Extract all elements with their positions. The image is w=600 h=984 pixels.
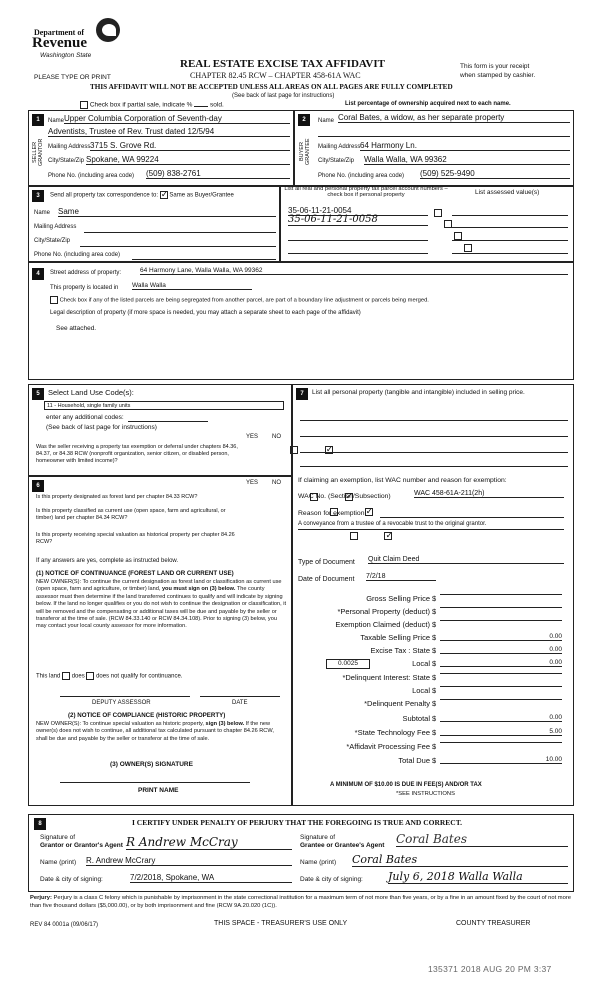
parcel-number-1: 35-06-11-21-0054 <box>288 206 428 216</box>
same-as-buyer-checkbox[interactable] <box>160 191 168 199</box>
section-7-number: 7 <box>296 388 308 400</box>
land-use-label: Select Land Use Code(s): <box>48 388 134 397</box>
owner-sig-line <box>60 782 250 783</box>
gross-value <box>440 594 562 595</box>
taxable-label: Taxable Selling Price <box>360 633 430 642</box>
section-6 <box>28 476 292 806</box>
dollar-sign: $ <box>432 728 437 737</box>
del-penalty-label: *Delinquent Penalty <box>364 699 430 708</box>
segregated-checkbox[interactable] <box>50 296 58 304</box>
notice2-text-a: NEW OWNER(S): To continue special valuation as historic property, <box>36 721 204 727</box>
parcel-line-3 <box>288 240 428 241</box>
receipt-note1: This form is your receipt <box>460 63 530 70</box>
corr-city-label: City/State/Zip <box>34 238 71 244</box>
personal-row <box>300 607 590 618</box>
deputy-assessor-label: DEPUTY ASSESSOR <box>92 700 151 706</box>
doc-date-label: Date of Document <box>298 576 355 583</box>
no-header-5: NO <box>272 434 281 440</box>
doc-date-value: 7/2/18 <box>366 573 436 581</box>
assessed-line-3 <box>452 240 568 241</box>
affidavit-fee-row <box>300 742 590 753</box>
segregated-label: Check box if any of the listed parcels are being segregated from another parcel, are part of a boundary line adjustment or parcels being merged. <box>59 297 429 304</box>
seller-phone-label: Phone No. (including area code) <box>48 173 135 179</box>
section-4-number: 4 <box>32 268 44 280</box>
grantee-date-label: Date & city of signing: <box>300 876 363 883</box>
grantee-name: Coral Bates <box>352 853 568 867</box>
gross-label: Gross Selling Price <box>366 594 430 603</box>
tech-fee-row <box>300 728 590 739</box>
additional-codes-line <box>128 421 208 422</box>
located-label: This property is located in <box>50 285 119 291</box>
seller-mailing: 3715 S. Grove Rd. <box>90 141 290 151</box>
wac-value: WAC 458-61A-211(2h) <box>414 490 564 498</box>
street-label: Street address of property: <box>50 270 122 276</box>
grantee-date: July 6, 2018 Walla Walla <box>388 870 568 884</box>
agency-line3: Washington State <box>40 52 92 59</box>
see-back: (See back of last page for instructions) <box>232 93 335 99</box>
does-checkbox[interactable] <box>62 672 70 680</box>
agency-line2: Revenue <box>32 35 87 51</box>
form-chapter: CHAPTER 82.45 RCW – CHAPTER 458-61A WAC <box>190 71 361 80</box>
certify-statement: I CERTIFY UNDER PENALTY OF PERJURY THAT THE FOREGOING IS TRUE AND CORRECT. <box>132 818 463 827</box>
section-6-number: 6 <box>32 480 44 492</box>
reason-value: A conveyance from a trustee of a revocable trust to the original grantor. <box>298 521 487 527</box>
affidavit-fee-value <box>440 742 562 743</box>
legal-value: See attached. <box>56 325 97 332</box>
minimum-note: A MINIMUM OF $10.00 IS DUE IN FEE(S) AND/OR TAX <box>330 782 482 788</box>
buyer-city-label: City/State/Zip <box>318 158 355 164</box>
taxable-row <box>300 633 590 644</box>
no-header-6: NO <box>272 480 281 486</box>
notice1-bold: you must sign on (3) below. <box>161 586 236 593</box>
section-1-number: 1 <box>32 114 44 126</box>
dollar-sign: $ <box>432 594 437 603</box>
grantor-signature: R Andrew McCray <box>126 835 292 850</box>
print-name-label: PRINT NAME <box>138 787 179 794</box>
see-instructions: *SEE INSTRUCTIONS <box>396 791 455 797</box>
subtotal-row <box>300 714 590 725</box>
grantor-name: R. Andrew McCrary <box>86 856 292 866</box>
reason-line <box>380 517 564 518</box>
del-int-local-row <box>300 686 590 697</box>
seller-mailing-label: Mailing Address <box>48 144 91 150</box>
reason-label: Reason for exemption <box>298 510 365 517</box>
correspondence-text: Send all property tax correspondence to: <box>50 192 159 199</box>
local-row <box>300 659 590 670</box>
notice2-text-b: If the new owner(s) does not wish to continue, all additional tax calculated pursuant to chapter 84.26 RCW, shall be due and payable by the seller or transferor at the time of sale. <box>36 721 274 742</box>
exemption-label: Exemption Claimed (deduct) <box>335 620 430 629</box>
seller-city: Spokane, WA 99224 <box>86 155 290 165</box>
county-treasurer: COUNTY TREASURER <box>456 920 531 927</box>
grantor-name-label: Name (print) <box>40 859 77 866</box>
seller-side-label: SELLER GRANTOR <box>32 138 44 166</box>
please-type: PLEASE TYPE OR PRINT <box>34 74 111 81</box>
total-label: Total Due <box>398 756 430 765</box>
receipt-note2: when stamped by cashier. <box>460 72 536 79</box>
corr-name: Same <box>58 207 276 217</box>
buyer-name-label: Name <box>318 118 335 124</box>
tech-fee-label: *State Technology Fee <box>354 728 430 737</box>
notice1-title: (1) NOTICE OF CONTINUANCE (FOREST LAND OR CURRENT USE) <box>36 570 234 577</box>
buyer-phone-label: Phone No. (including area code) <box>318 173 405 179</box>
yes-header-6: YES <box>246 480 259 486</box>
does-label: does <box>71 673 85 680</box>
seller-phone: (509) 838-2761 <box>146 169 290 179</box>
corr-mailing-label: Mailing Address <box>34 224 77 230</box>
exemption-value <box>440 620 562 621</box>
del-penalty-row <box>300 699 590 710</box>
parcel-number-2: 35-06-11-21-0058 <box>288 214 428 226</box>
buyer-name-line2 <box>318 136 570 137</box>
segregated-row <box>50 296 429 304</box>
rev-number: REV 84 0001a (09/06/17) <box>30 922 99 928</box>
del-int-state-label: *Delinquent Interest: State <box>342 673 430 682</box>
section-2-number: 2 <box>298 114 310 126</box>
dollar-sign: $ <box>432 633 437 642</box>
buyer-side-label: BUYER GRANTEE <box>299 138 311 166</box>
local-value: 0.00 <box>440 659 562 667</box>
seller-name-label: Name <box>48 118 65 124</box>
parcel-pp-checkbox-4[interactable] <box>464 244 472 252</box>
received-stamp: 135371 2018 AUG 20 PM 3:37 <box>428 964 552 974</box>
local-rate-box: 0.0025 <box>326 659 370 669</box>
parcels-header: List all real and personal property tax parcel account numbers – check box if personal property <box>284 186 448 198</box>
personal-property-line2 <box>300 436 568 437</box>
buyer-name: Coral Bates, a widow, as her separate property <box>338 113 570 123</box>
land-use-code[interactable]: 11 - Household, single family units <box>44 401 284 410</box>
historic-question: Is this property receiving special valuation as historical property per chapter 84.26 RCW? <box>36 532 235 545</box>
this-land-label: This land <box>36 673 61 680</box>
form-warning: THIS AFFIDAVIT WILL NOT BE ACCEPTED UNLESS ALL AREAS ON ALL PAGES ARE FULLY COMPLETED <box>90 83 453 91</box>
personal-property-line1 <box>300 420 568 421</box>
logo-mark-inner <box>102 24 116 36</box>
buyer-mailing-label: Mailing Address <box>318 144 361 150</box>
date-label: DATE <box>232 700 248 706</box>
does-not-label: does not qualify for continuance. <box>96 673 183 680</box>
personal-property-line3 <box>300 452 568 453</box>
owner-signature-label: (3) OWNER(S) SIGNATURE <box>110 761 193 768</box>
buyer-mailing: 64 Harmony Ln. <box>360 141 570 151</box>
list-percentage: List percentage of ownership acquired next to each name. <box>345 101 511 107</box>
section-4-property <box>28 262 574 380</box>
grantor-date: 7/2/2018, Spokane, WA <box>130 873 292 883</box>
grantee-name-label: Name (print) <box>300 859 337 866</box>
perjury-text: Perjury is a class C felony which is punishable by imprisonment in the state correctional institution for a maximum term of not more than five years, or by a fine in an amount fixed by the court of not more than five thousand dollars ($5,000.00), or by both imprisonment and fine (RCW 9A.20.020 (1C)). <box>30 895 571 909</box>
dollar-sign: $ <box>432 607 437 616</box>
personal-property-label: List all personal property (tangible and intangible) included in selling price. <box>312 389 525 396</box>
parcel-line-4 <box>288 253 428 254</box>
dollar-sign: $ <box>432 620 437 629</box>
doc-type-value: Quit Claim Deed <box>368 556 564 564</box>
treasurer-use-only: THIS SPACE - TREASURER'S USE ONLY <box>214 920 348 927</box>
corr-phone-line <box>132 259 276 260</box>
tech-fee-value: 5.00 <box>440 728 562 736</box>
buyer-city: Walla Walla, WA 99362 <box>364 155 570 165</box>
grantee-sig-label1: Signature of <box>300 834 336 841</box>
dollar-sign: $ <box>432 686 437 695</box>
exemption-claim-label: If claiming an exemption, list WAC number and reason for exemption: <box>298 477 507 484</box>
section-5-number: 5 <box>32 388 44 400</box>
affidavit-fee-label: *Affidavit Processing Fee <box>346 742 430 751</box>
del-int-state-value <box>440 673 562 674</box>
del-int-local-value <box>440 686 562 687</box>
grantee-sig-label2: Grantee or Grantee's Agent <box>300 842 385 849</box>
seller-name-line2: Adventists, Trustee of Rev. Trust dated 12/5/94 <box>48 127 290 137</box>
state-value: 0.00 <box>440 646 562 654</box>
same-as-buyer-label: Same as Buyer/Grantee <box>169 192 234 199</box>
assessor-date-line <box>200 696 280 697</box>
del-int-state-row <box>300 673 590 684</box>
section-3-number: 3 <box>32 190 44 202</box>
additional-codes-label: enter any additional codes: <box>46 414 124 421</box>
doc-type-label: Type of Document <box>298 559 355 566</box>
del-int-local-label: Local <box>412 686 430 695</box>
dollar-sign: $ <box>432 756 437 765</box>
notice2-body <box>36 721 276 743</box>
partial-sale-row <box>80 101 224 109</box>
notice2-bold: sign (3) below. <box>205 721 245 727</box>
corr-name-label: Name <box>34 210 51 216</box>
legal-label: Legal description of property (if more space is needed, you may attach a separate sheet to each page of the affidavit) <box>50 310 361 316</box>
partial-sale-checkbox[interactable] <box>80 101 88 109</box>
corr-city-line <box>80 246 276 247</box>
exemption-question: Was the seller receiving a property tax exemption or deferral under chapters 84.36, 84.37, or 84.38 RCW (nonprofit organization, senior citizen, or disabled person, homeowner with limited income)? <box>36 444 238 464</box>
parcel-pp-checkbox-1[interactable] <box>434 209 442 217</box>
grantor-sig-label2: Grantor or Grantor's Agent <box>40 842 123 849</box>
assessed-line-1 <box>452 215 568 216</box>
parcel-pp-checkbox-2[interactable] <box>444 220 452 228</box>
does-not-checkbox[interactable] <box>86 672 94 680</box>
correspondence-label <box>50 191 234 199</box>
grantor-sig-label1: Signature of <box>40 834 76 841</box>
assessed-line-2 <box>452 227 568 228</box>
dollar-sign: $ <box>432 646 437 655</box>
yes-header-5: YES <box>246 434 259 440</box>
notice1-text-b: The county assessor must then determine if the land transferred continues to qualify and will indicate by signing below. If the land no longer qualifies or you do not wish to continue the designation or classification, it will be removed and the compensating or additional taxes will be due and payable by the seller or transferor at the time of sale. (RCW 84.33.140 or RCW 84.34.108). Prior to signing (3) below, you may contact your local county assessor for more information. <box>36 586 287 630</box>
corr-phone-label: Phone No. (including area code) <box>34 252 121 258</box>
subtotal-value: 0.00 <box>440 714 562 722</box>
located-value: Walla Walla <box>132 282 252 290</box>
seller-city-label: City/State/Zip <box>48 158 85 164</box>
state-label: Excise Tax : State <box>370 646 430 655</box>
wac-label: WAC No. (Section/Subsection) <box>298 493 391 500</box>
dollar-sign: $ <box>432 699 437 708</box>
notice2-title: (2) NOTICE OF COMPLIANCE (HISTORIC PROPERTY) <box>68 712 226 719</box>
land-use-see-back: (See back of last page for instructions) <box>46 424 157 431</box>
current-use-question: Is this property classified as current use (open space, farm and agricultural, or timber) land per chapter 84.34 RCW? <box>36 508 226 521</box>
forest-question: Is this property designated as forest land per chapter 84.33 RCW? <box>36 494 198 500</box>
form-title: REAL ESTATE EXCISE TAX AFFIDAVIT <box>180 58 385 70</box>
perjury-notice <box>30 895 574 910</box>
section-8-number: 8 <box>34 818 46 830</box>
perjury-label: Perjury: <box>30 895 52 901</box>
gross-row <box>300 594 590 605</box>
del-penalty-value <box>440 699 562 700</box>
dollar-sign: $ <box>432 742 437 751</box>
assessor-sig-line <box>60 696 190 697</box>
dollar-sign: $ <box>432 673 437 682</box>
dollar-sign: $ <box>432 714 437 723</box>
sold-label: sold. <box>210 101 224 109</box>
buyer-phone: (509) 525-9490 <box>420 169 570 179</box>
revenue-logo <box>30 18 122 62</box>
total-row <box>300 756 590 767</box>
street-value: 64 Harmony Lane, Walla Walla, WA 99362 <box>140 267 568 275</box>
notice1-text-a: NEW OWNER(S): To continue the current designation as forest land or classification as current use (open space, farm and agriculture, or timber) land, <box>36 579 282 593</box>
corr-mailing-line <box>84 232 276 233</box>
assessed-header: List assessed value(s) <box>475 189 540 196</box>
personal-property-line4 <box>300 466 568 467</box>
parcel-pp-checkbox-3[interactable] <box>454 232 462 240</box>
grantor-date-label: Date & city of signing: <box>40 876 103 883</box>
notice1-body <box>36 579 288 631</box>
taxable-value: 0.00 <box>440 633 562 641</box>
dollar-sign: $ <box>432 659 437 668</box>
reason-line2 <box>298 529 564 530</box>
state-row <box>300 646 590 657</box>
seller-name-line1: Upper Columbia Corporation of Seventh-day <box>64 114 290 124</box>
qualify-row <box>36 672 182 680</box>
partial-sale-label: Check box if partial sale, indicate % <box>89 101 193 109</box>
total-value: 10.00 <box>440 756 562 764</box>
local-label: Local <box>412 659 430 668</box>
personal-value <box>440 607 562 608</box>
assessed-line-4 <box>452 253 568 254</box>
exemption-row <box>300 620 590 631</box>
grantee-signature: Coral Bates <box>396 832 568 847</box>
if-yes-instructions: If any answers are yes, complete as instructed below. <box>36 558 179 564</box>
subtotal-label: Subtotal <box>402 714 430 723</box>
agency-line1: Department of <box>34 28 84 37</box>
personal-label: *Personal Property (deduct) <box>337 607 430 616</box>
